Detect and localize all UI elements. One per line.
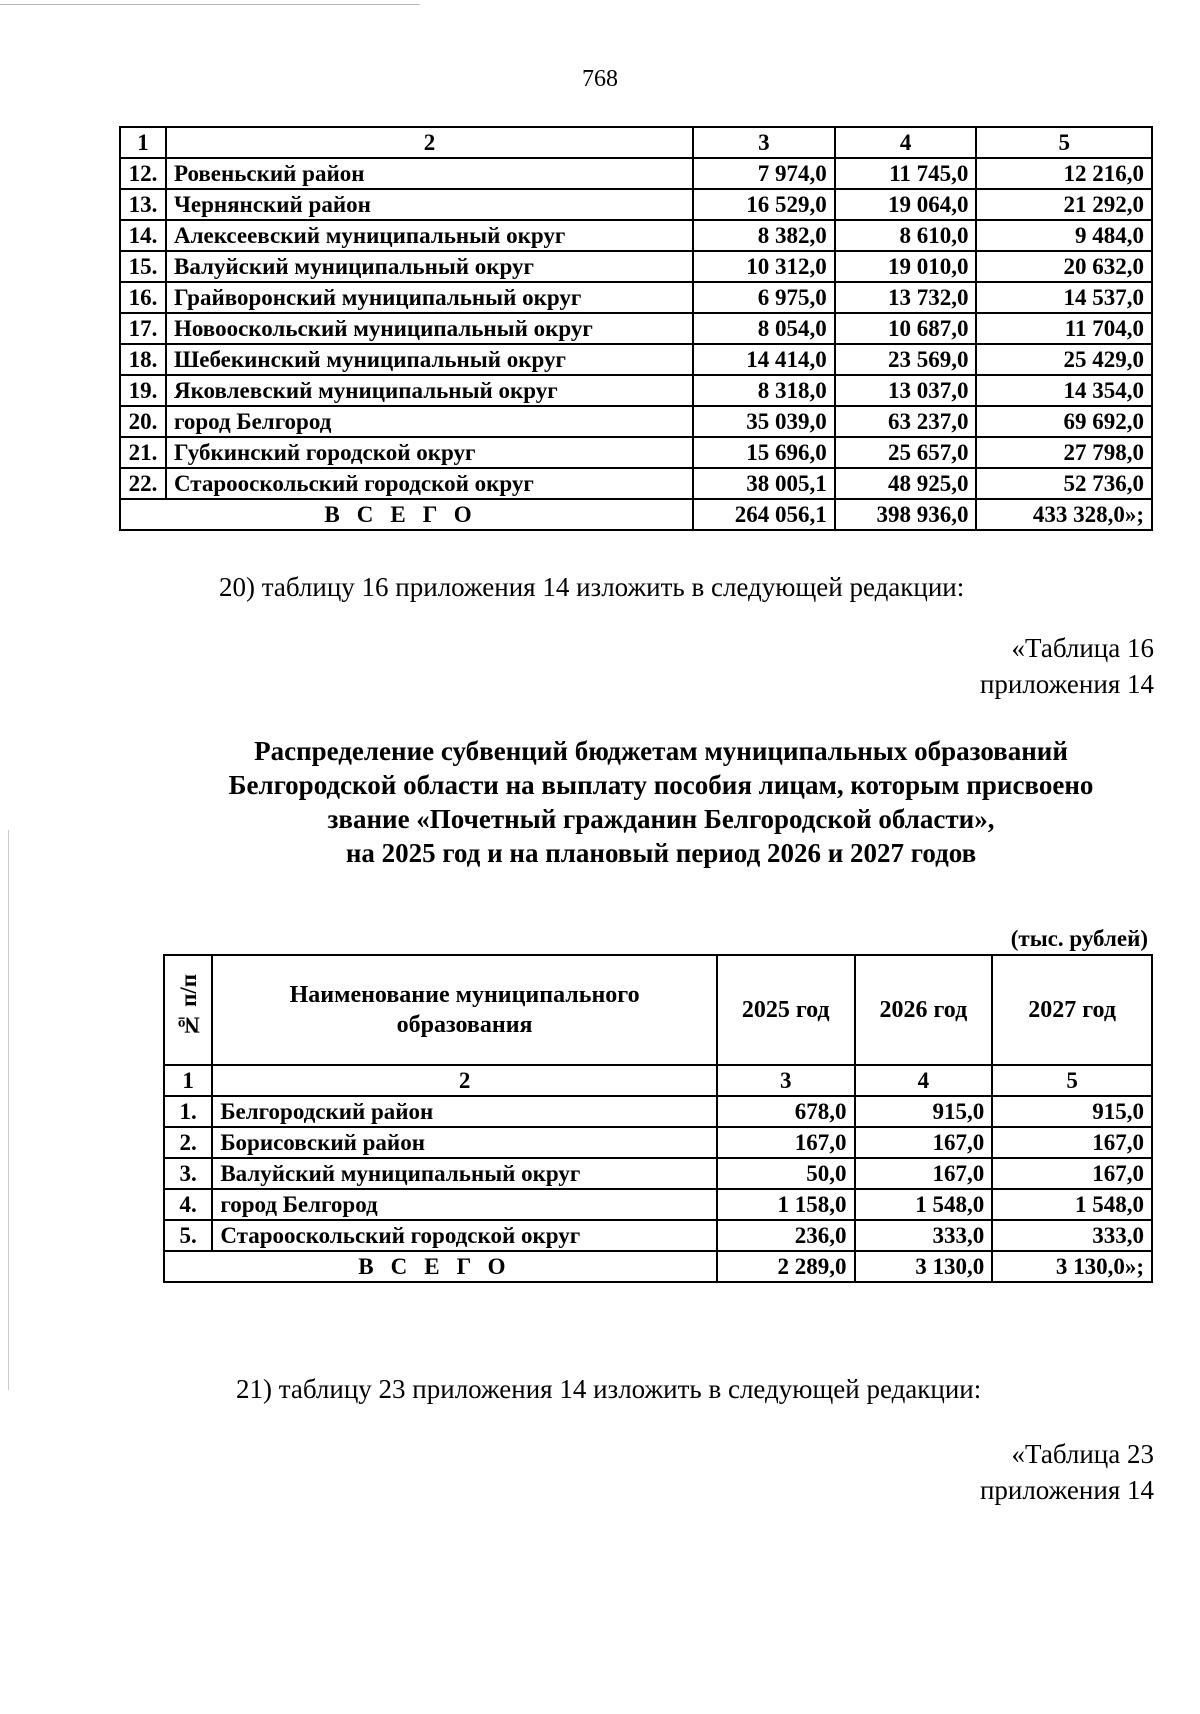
row-number: 2. xyxy=(164,1127,212,1158)
table-total-row xyxy=(164,1251,1152,1282)
table-row xyxy=(120,406,1152,437)
table-row xyxy=(120,375,1152,406)
row-name: Яковлевский муниципальный округ xyxy=(166,375,693,406)
row-number: 16. xyxy=(120,282,166,313)
col-header-2025: 2025 год xyxy=(717,955,855,1065)
total-label: ВСЕГО xyxy=(120,499,693,530)
total-value: 2 289,0 xyxy=(717,1251,855,1282)
row-value-2026: 25 657,0 xyxy=(835,437,977,468)
row-number: 12. xyxy=(120,158,166,189)
row-value-2025: 14 414,0 xyxy=(693,344,835,375)
table-total-row xyxy=(120,499,1152,530)
table-row xyxy=(120,468,1152,499)
row-name: Губкинский городской округ xyxy=(166,437,693,468)
row-number: 20. xyxy=(120,406,166,437)
col-index: 5 xyxy=(992,1065,1152,1096)
table-ref-line: «Таблица 23 xyxy=(1011,1439,1154,1469)
row-number: 19. xyxy=(120,375,166,406)
table-row xyxy=(164,1158,1152,1189)
title-line: Белгородской области на выплату пособия лицам, которым присвоено xyxy=(228,770,1094,800)
table-row xyxy=(120,437,1152,468)
row-value-2026: 167,0 xyxy=(855,1127,993,1158)
row-name: Новооскольский муниципальный округ xyxy=(166,313,693,344)
row-value-2026: 915,0 xyxy=(855,1096,993,1127)
row-value-2027: 333,0 xyxy=(992,1220,1152,1251)
col-header-2027: 2027 год xyxy=(992,955,1152,1065)
col-header-name: Наименование муниципального образования xyxy=(212,955,717,1065)
row-name: Борисовский район xyxy=(212,1127,717,1158)
table-row xyxy=(120,313,1152,344)
row-value-2026: 8 610,0 xyxy=(835,220,977,251)
col-index: 4 xyxy=(835,127,977,158)
table-row xyxy=(120,158,1152,189)
table-ref-line: приложения 14 xyxy=(979,1475,1154,1505)
col-index: 3 xyxy=(693,127,835,158)
row-value-2027: 1 548,0 xyxy=(992,1189,1152,1220)
row-name: город Белгород xyxy=(166,406,693,437)
table-continuation xyxy=(119,126,1153,531)
total-value: 398 936,0 xyxy=(835,499,977,530)
total-value: 433 328,0»; xyxy=(976,499,1152,530)
row-value-2026: 13 037,0 xyxy=(835,375,977,406)
row-number: 3. xyxy=(164,1158,212,1189)
row-value-2027: 21 292,0 xyxy=(976,189,1152,220)
row-number: 5. xyxy=(164,1220,212,1251)
row-value-2025: 10 312,0 xyxy=(693,251,835,282)
row-value-2027: 12 216,0 xyxy=(976,158,1152,189)
table-row xyxy=(120,220,1152,251)
table-row xyxy=(164,1189,1152,1220)
title-line: на 2025 год и на плановый период 2026 и 2027 годов xyxy=(345,838,977,868)
row-value-2025: 15 696,0 xyxy=(693,437,835,468)
table-reference-16 xyxy=(980,630,1154,702)
row-value-2027: 52 736,0 xyxy=(976,468,1152,499)
row-number: 15. xyxy=(120,251,166,282)
row-name: Ровеньский район xyxy=(166,158,693,189)
row-name: Белгородский район xyxy=(212,1096,717,1127)
col-index: 2 xyxy=(166,127,693,158)
row-name: Чернянский район xyxy=(166,189,693,220)
row-value-2025: 167,0 xyxy=(717,1127,855,1158)
row-value-2027: 167,0 xyxy=(992,1158,1152,1189)
row-value-2025: 1 158,0 xyxy=(717,1189,855,1220)
table-row xyxy=(120,282,1152,313)
title-line: звание «Почетный гражданин Белгородской области», xyxy=(327,804,995,834)
row-value-2027: 14 354,0 xyxy=(976,375,1152,406)
row-value-2025: 50,0 xyxy=(717,1158,855,1189)
col-index: 1 xyxy=(164,1065,212,1096)
table-row xyxy=(120,251,1152,282)
row-name: Старооскольский городской округ xyxy=(212,1220,717,1251)
row-number: 17. xyxy=(120,313,166,344)
row-name: Старооскольский городской округ xyxy=(166,468,693,499)
row-number: 1. xyxy=(164,1096,212,1127)
table-reference-23 xyxy=(980,1436,1154,1508)
row-value-2025: 8 382,0 xyxy=(693,220,835,251)
col-index: 4 xyxy=(855,1065,993,1096)
table-index-row xyxy=(164,1065,1152,1096)
row-value-2025: 16 529,0 xyxy=(693,189,835,220)
row-value-2026: 13 732,0 xyxy=(835,282,977,313)
table-ref-line: «Таблица 16 xyxy=(1011,633,1154,663)
table-row xyxy=(164,1220,1152,1251)
row-number: 21. xyxy=(120,437,166,468)
row-number: 14. xyxy=(120,220,166,251)
row-value-2026: 333,0 xyxy=(855,1220,993,1251)
row-name: Валуйский муниципальный округ xyxy=(212,1158,717,1189)
col-index: 2 xyxy=(212,1065,717,1096)
table-16 xyxy=(163,954,1153,1283)
row-value-2025: 7 974,0 xyxy=(693,158,835,189)
row-value-2027: 69 692,0 xyxy=(976,406,1152,437)
row-value-2027: 915,0 xyxy=(992,1096,1152,1127)
row-value-2025: 35 039,0 xyxy=(693,406,835,437)
row-value-2027: 20 632,0 xyxy=(976,251,1152,282)
scan-margin-line xyxy=(8,830,9,1390)
row-value-2026: 23 569,0 xyxy=(835,344,977,375)
total-value: 3 130,0»; xyxy=(992,1251,1152,1282)
col-index: 1 xyxy=(120,127,166,158)
table-ref-line: приложения 14 xyxy=(979,669,1154,699)
row-name: Валуйский муниципальный округ xyxy=(166,251,693,282)
row-number: 22. xyxy=(120,468,166,499)
row-name: Шебекинский муниципальный округ xyxy=(166,344,693,375)
table-row xyxy=(164,1096,1152,1127)
row-value-2026: 11 745,0 xyxy=(835,158,977,189)
row-name: город Белгород xyxy=(212,1189,717,1220)
row-number: 18. xyxy=(120,344,166,375)
row-value-2025: 8 054,0 xyxy=(693,313,835,344)
row-value-2027: 9 484,0 xyxy=(976,220,1152,251)
row-value-2027: 25 429,0 xyxy=(976,344,1152,375)
page-number: 768 xyxy=(582,66,618,92)
table-index-row xyxy=(120,127,1152,158)
row-value-2026: 10 687,0 xyxy=(835,313,977,344)
row-value-2026: 19 064,0 xyxy=(835,189,977,220)
row-value-2025: 38 005,1 xyxy=(693,468,835,499)
row-number: 4. xyxy=(164,1189,212,1220)
col-header-num: № п/п xyxy=(164,955,212,1065)
units-label: (тыс. рублей) xyxy=(1010,926,1148,951)
col-index: 5 xyxy=(976,127,1152,158)
col-header-2026: 2026 год xyxy=(855,955,993,1065)
paragraph-21: 21) таблицу 23 приложения 14 изложить в следующей редакции: xyxy=(236,1374,982,1404)
row-value-2026: 167,0 xyxy=(855,1158,993,1189)
title-line: Распределение субвенций бюджетам муниципальных образований xyxy=(254,736,1068,766)
total-value: 3 130,0 xyxy=(855,1251,993,1282)
total-value: 264 056,1 xyxy=(693,499,835,530)
row-value-2025: 8 318,0 xyxy=(693,375,835,406)
row-name: Грайворонский муниципальный округ xyxy=(166,282,693,313)
table-title xyxy=(0,734,1200,870)
table-row xyxy=(164,1127,1152,1158)
row-value-2027: 11 704,0 xyxy=(976,313,1152,344)
row-value-2027: 14 537,0 xyxy=(976,282,1152,313)
row-value-2027: 27 798,0 xyxy=(976,437,1152,468)
table-header-row xyxy=(164,955,1152,1065)
row-value-2026: 1 548,0 xyxy=(855,1189,993,1220)
row-value-2027: 167,0 xyxy=(992,1127,1152,1158)
col-index: 3 xyxy=(717,1065,855,1096)
row-value-2026: 48 925,0 xyxy=(835,468,977,499)
row-name: Алексеевский муниципальный округ xyxy=(166,220,693,251)
row-value-2026: 19 010,0 xyxy=(835,251,977,282)
row-value-2025: 678,0 xyxy=(717,1096,855,1127)
row-number: 13. xyxy=(120,189,166,220)
table-row xyxy=(120,189,1152,220)
row-value-2025: 6 975,0 xyxy=(693,282,835,313)
total-label: ВСЕГО xyxy=(164,1251,717,1282)
paragraph-20: 20) таблицу 16 приложения 14 изложить в следующей редакции: xyxy=(219,572,965,602)
scan-edge-line xyxy=(0,4,420,5)
row-value-2025: 236,0 xyxy=(717,1220,855,1251)
row-value-2026: 63 237,0 xyxy=(835,406,977,437)
table-row xyxy=(120,344,1152,375)
